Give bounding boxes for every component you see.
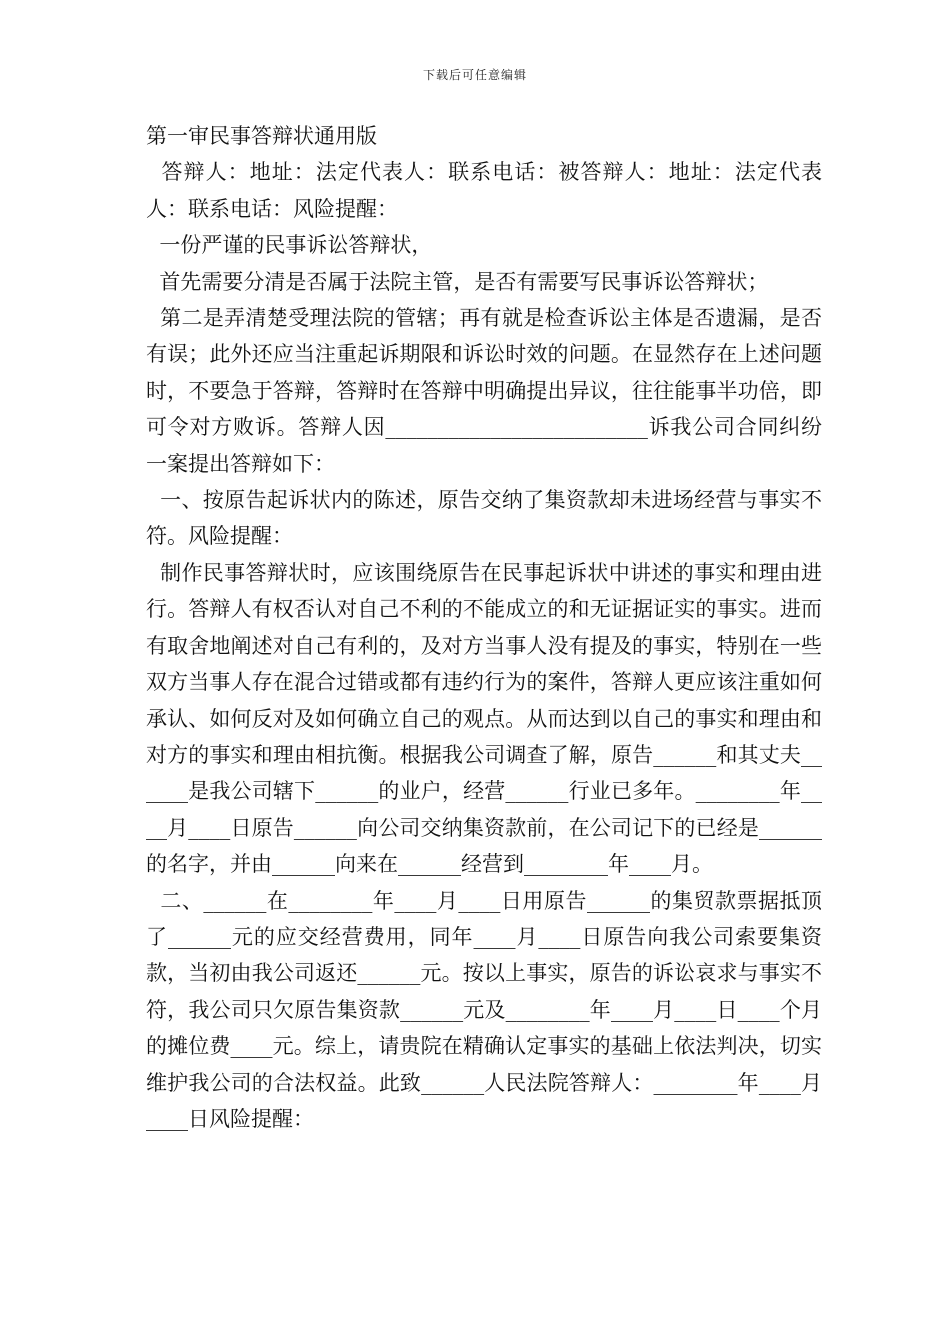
paragraph-second-step: 第二是弄清楚受理法院的管辖；再有就是检查诉讼主体是否遗漏，是否有误；此外还应当注重起诉期限和诉讼时效的问题。在显然存在上述问题时，不要急于答辩，答辩时在答辩中明确提出异议，往往能事半功倍，即可令对方败诉。答辩人因_________________________诉我公司合同纠纷一案提出答辩如下： xyxy=(146,306,822,476)
paragraph-intro: 一份严谨的民事诉讼答辩状， xyxy=(146,233,433,258)
paragraph-point-two: 二、______在________年____月____日用原告______的集贸款票据抵顶了______元的应交经营费用，同年____月____日原告向我公司索要集资款，当初由我公司返还______元。按以上事实，原告的诉讼哀求与事实不符，我公司只欠原告集资款______元及________年____月____日____个月的摊位费____元。综上，请贵院在精确认定事实的基础上依法判决，切实维护我公司的合法权益。此致______人民法院答辩人：________年____月____日风险提醒： xyxy=(146,888,823,1131)
paragraph-drafting-advice: 制作民事答辩状时，应该围绕原告在民事起诉状中讲述的事实和理由进行。答辩人有权否认对自己不利的不能成立的和无证据证实的事实。进而有取舍地阐述对自己有利的，及对方当事人没有提及的事实，特别在一些双方当事人存在混合过错或都有违约行为的案件，答辩人更应该注重如何承认、如何反对及如何确立自己的观点。从而达到以自己的事实和理由和对方的事实和理由相抗衡。根据我公司调查了解，原告______和其丈夫______是我公司辖下______的业户，经营______行业已多年。________年____月____日原告______向公司交纳集资款前，在公司记下的已经是______的名字，并由______向来在______经营到________年____月。 xyxy=(146,560,822,877)
page-header-note: 下载后可任意编辑 xyxy=(422,68,527,82)
paragraph-first-step: 首先需要分清是否属于法院主管，是否有需要写民事诉讼答辩状； xyxy=(146,269,769,294)
document-body xyxy=(146,118,822,1137)
paragraph-parties: 答辩人：地址：法定代表人：联系电话：被答辩人：地址：法定代表人：联系电话：风险提醒： xyxy=(146,160,823,221)
paragraph-point-one: 一、按原告起诉状内的陈述，原告交纳了集资款却未进场经营与事实不符。风险提醒： xyxy=(146,488,822,549)
document-title: 第一审民事答辩状通用版 xyxy=(146,124,377,148)
